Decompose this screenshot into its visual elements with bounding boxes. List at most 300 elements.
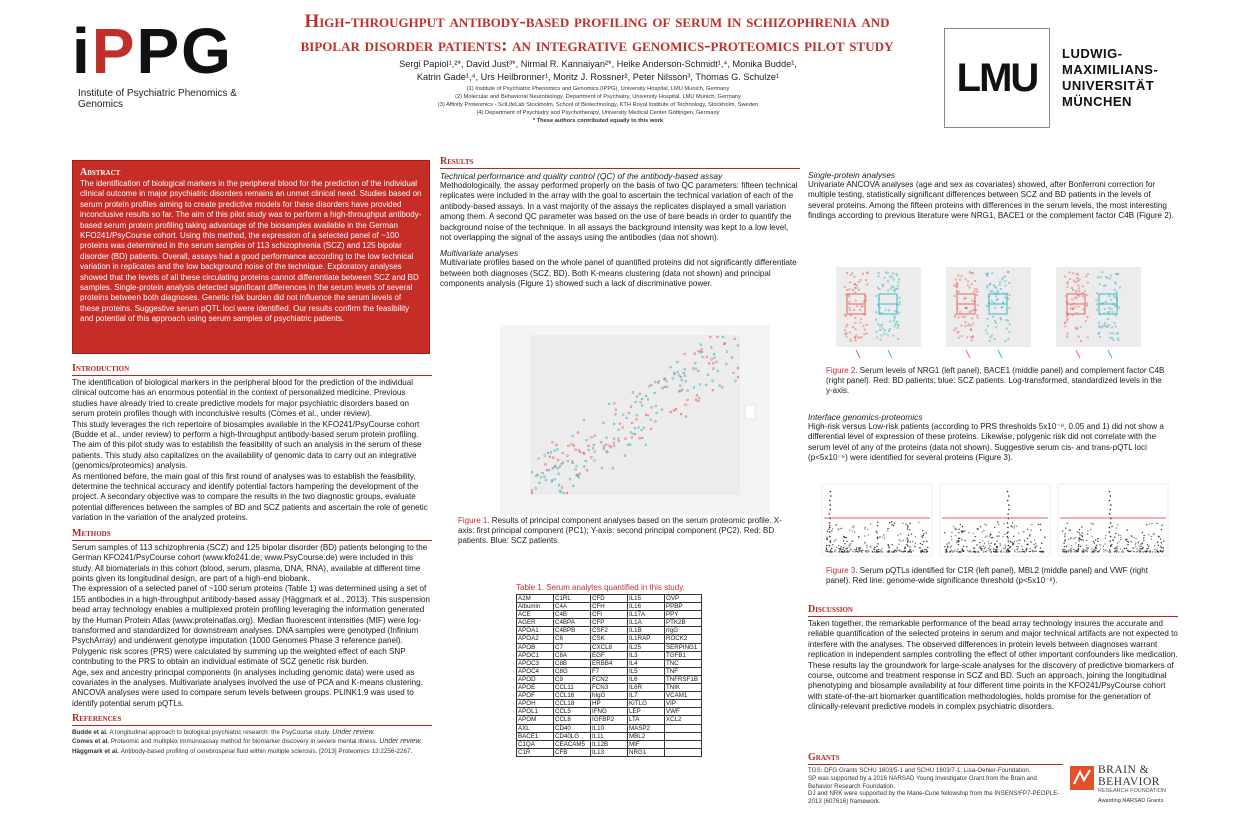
manhattan-point (963, 550, 964, 551)
table-cell: SERPING1 (665, 643, 702, 651)
manhattan-point (855, 551, 856, 552)
table-cell: C1QA (517, 740, 554, 748)
manhattan-point (973, 539, 974, 540)
table-cell: KITLG (628, 700, 665, 708)
manhattan-point (958, 529, 959, 530)
manhattan-point (974, 547, 975, 548)
manhattan-point (1034, 550, 1035, 551)
manhattan-point (1151, 523, 1152, 524)
table-cell: PPBP (665, 603, 702, 611)
table-row (517, 667, 702, 675)
table-cell: CEACAM5 (554, 740, 591, 748)
manhattan-point (909, 523, 910, 524)
manhattan-point (1016, 540, 1017, 541)
manhattan-point (868, 534, 869, 535)
table-cell: IL1RAP (628, 635, 665, 643)
manhattan-point (1115, 533, 1116, 534)
boxplot-tick (998, 350, 1002, 358)
manhattan-point (984, 523, 985, 524)
manhattan-point (1022, 549, 1023, 550)
manhattan-point (1100, 548, 1101, 549)
manhattan-point (1143, 537, 1144, 538)
manhattan-peak-point (1109, 500, 1111, 502)
table-row (517, 595, 702, 603)
table-cell: VIP (665, 700, 702, 708)
table-cell: OVP (665, 595, 702, 603)
table1 (516, 583, 706, 757)
manhattan-point (1006, 551, 1007, 552)
manhattan-point (997, 535, 998, 536)
manhattan-point (999, 535, 1000, 536)
manhattan-point (1133, 551, 1134, 552)
manhattan-point (877, 536, 878, 537)
manhattan-point (826, 549, 827, 550)
manhattan-point (958, 541, 959, 542)
manhattan-point (1091, 536, 1092, 537)
manhattan-point (847, 550, 848, 551)
manhattan-point (1083, 549, 1084, 550)
table-row (517, 748, 702, 756)
abstract-text: The identification of biological markers in the peripheral blood for the prediction of the individual clinical outcome in major psychiatric disorders remains an unmet clinical need. Studies based on serum protein profiles aiming to create predictive models for these disorders have provided inconclusive results so far. The aim of this pilot study was to perform a high-throughput antibody-based serum protein profiling taking advantage of the biosamples available in the German KFO241/PsyCourse cohort. Using this method, the expression of a selected panel of ~100 proteins was determined in the serum samples of 113 schizophrenia (SCZ) and 125 bipolar disorder (BD) patients. Overall, assays had a good performance according to the low technical variation in replicates and the low background noise of the technique. Exploratory analyses showed that the levels of all these circulating proteins cannot differentiate between SCZ and BD samples. Single-protein analysis detected significant differences in the serum levels of several proteins between both diagnoses. Genetic risk burden did not influence the serum levels of these proteins. Suggestive serum pQTL loci were identified. Our results confirm the feasibility and potential of this approach using serum samples of psychiatric patients. (80, 179, 422, 324)
manhattan-point (830, 542, 831, 543)
manhattan-point (1064, 549, 1065, 550)
table-row (517, 740, 702, 748)
discussion-p2: These results lay the groundwork for large-scale analyses for the discovery of predictive biomarkers of course, outcome and treatment response in SCZ and BD. Such an approach, joining the longitudinal phenotyping and biosample availability at four different time points in the KFO241/PsyCourse cohort with state-of-the-art biomarker quantification methodologies, holds promise for the generation of clinically-relevant predictive models in complex psychiatric disorders. (808, 660, 1174, 712)
manhattan-point (923, 533, 924, 534)
manhattan-point (956, 528, 957, 529)
brain-behavior-emblem-icon (1070, 766, 1094, 790)
manhattan-point (838, 548, 839, 549)
manhattan-point (1070, 548, 1071, 549)
table-cell: IL11 (591, 732, 628, 740)
manhattan-point (831, 530, 832, 531)
qc-text: Methodologically, the assay performed properly on the basis of two QC parameters: fifteen technical replicates were included in the array with the goal to ascertain the technical variation of each of the antibody-based assays. In a vast majority of the assays the replicates displayed a small variation among them. A second QC parameter was based on the use of bare beads in order to quantify the background noise of the technique. In all assays the background intensity was kept to a low level, not overlapping the signal of the assays using the antibodies (daa not shown). (440, 181, 798, 243)
manhattan-point (1126, 530, 1127, 531)
manhattan-point (950, 547, 951, 548)
manhattan-point (998, 524, 999, 525)
table-cell: TNFRSF1B (665, 675, 702, 683)
manhattan-point (906, 537, 907, 538)
manhattan-point (902, 540, 903, 541)
manhattan-point (1038, 524, 1039, 525)
table-cell: APOA1 (517, 627, 554, 635)
manhattan-point (1030, 548, 1031, 549)
manhattan-point (825, 550, 826, 551)
manhattan-point (1118, 541, 1119, 542)
manhattan-point (1035, 547, 1036, 548)
figure3-caption: Figure 3. Serum pQTLs identified for C1R (left panel), MBL2 (middle panel) and VWF (right panel). Red line: genome-wide significance threshold (p<5x10⁻⁸). (826, 566, 1148, 586)
manhattan-point (1003, 523, 1004, 524)
table-cell: FCN3 (591, 684, 628, 692)
pca-legend (745, 405, 755, 419)
table-row (517, 619, 702, 627)
manhattan-point (907, 545, 908, 546)
table-cell: VWF (665, 708, 702, 716)
manhattan-point (836, 547, 837, 548)
manhattan-point (899, 550, 900, 551)
manhattan-point (1161, 547, 1162, 548)
manhattan-point (1125, 539, 1126, 540)
manhattan-point (844, 551, 845, 552)
manhattan-point (1140, 543, 1141, 544)
pca-panel (530, 335, 740, 495)
manhattan-point (1021, 551, 1022, 552)
manhattan-peak-point (1007, 513, 1009, 515)
abstract-heading: Abstract (80, 167, 121, 178)
table-cell: IL5 (628, 667, 665, 675)
interface-section (808, 410, 1178, 464)
manhattan-point (858, 547, 859, 548)
manhattan-point (1041, 543, 1042, 544)
manhattan-point (1156, 523, 1157, 524)
manhattan-point (846, 541, 847, 542)
manhattan-point (849, 545, 850, 546)
manhattan-point (979, 542, 980, 543)
manhattan-point (881, 551, 882, 552)
manhattan-point (891, 544, 892, 545)
manhattan-point (827, 551, 828, 552)
manhattan-point (1023, 551, 1024, 552)
manhattan-point (1090, 523, 1091, 524)
manhattan-point (841, 551, 842, 552)
manhattan-point (1160, 538, 1161, 539)
manhattan-point (1010, 541, 1011, 542)
manhattan-peak-point (1109, 513, 1111, 515)
manhattan-point (1127, 544, 1128, 545)
manhattan-point (967, 550, 968, 551)
table-cell (665, 724, 702, 732)
manhattan-point (1014, 550, 1015, 551)
table-cell: IL13 (591, 748, 628, 756)
table-cell: BACE1 (517, 732, 554, 740)
manhattan-point (847, 548, 848, 549)
table-cell: APOL1 (517, 708, 554, 716)
manhattan-point (1114, 548, 1115, 549)
manhattan-point (1161, 542, 1162, 543)
manhattan-peak-point (1109, 527, 1111, 529)
manhattan-point (852, 526, 853, 527)
table-cell: CSF2 (591, 627, 628, 635)
manhattan-peak-point (1108, 531, 1110, 533)
manhattan-point (949, 551, 950, 552)
manhattan-point (1098, 551, 1099, 552)
manhattan-point (876, 546, 877, 547)
qc-subheading: Technical performance and quality control (QC) of the antibody-based assay (440, 171, 723, 181)
manhattan-point (946, 550, 947, 551)
manhattan-point (961, 530, 962, 531)
grants-text: TGS: DFG Grants SCHU 1603/5-1 and SCHU 1603/7-1; Lisa-Oehler-Foundation. SP was supported by a 2016 NARSAD Young Investigator Grant from the Brain and Behavior Research Foundation. DJ and NRK were supported by the Marie-Curie fellowship from the INSENS/FP7-PEOPLE-2013 (607616) framework. (808, 767, 1060, 806)
manhattan-point (983, 545, 984, 546)
manhattan-point (1134, 551, 1135, 552)
manhattan-point (1118, 534, 1119, 535)
manhattan-point (1034, 547, 1035, 548)
single-protein-text: Univariate ANCOVA analyses (age and sex as covariates) showed, after Bonferroni correction for multiple testing, statistically significant differences between SCZ and BD patients in the levels of several proteins. Among the fifteen proteins with differences in the serum levels, the most interesting findings according to previous literature were NRG1, BACE1 or the complement factor C4B (Figure 2). (808, 180, 1174, 221)
manhattan-point (922, 544, 923, 545)
manhattan-point (826, 537, 827, 538)
table-row (517, 603, 702, 611)
manhattan-point (1004, 534, 1005, 535)
manhattan-point (1036, 550, 1037, 551)
manhattan-point (1000, 544, 1001, 545)
manhattan-peak-point (829, 527, 831, 529)
manhattan-point (1044, 537, 1045, 538)
manhattan-peak-point (1008, 509, 1010, 511)
manhattan-point (924, 549, 925, 550)
manhattan-point (977, 551, 978, 552)
manhattan-point (1078, 544, 1079, 545)
manhattan-point (860, 550, 861, 551)
manhattan-point (1012, 522, 1013, 523)
table-cell: IL1B (628, 627, 665, 635)
table-cell: C8B (554, 659, 591, 667)
manhattan-point (1068, 551, 1069, 552)
reference-item: Häggmark et al. Antibody-based profiling of cerebrospinal fluid within multiple sclerosis. [2013] Proteomics 13:2256-2267. (72, 747, 413, 755)
manhattan-point (1143, 540, 1144, 541)
manhattan-point (958, 532, 959, 533)
table-cell: AXL (517, 724, 554, 732)
manhattan-point (1066, 546, 1067, 547)
manhattan-point (1018, 546, 1019, 547)
table-cell: TNC (665, 659, 702, 667)
manhattan-point (1157, 551, 1158, 552)
manhattan-point (1005, 546, 1006, 547)
manhattan-point (1152, 551, 1153, 552)
manhattan-point (839, 550, 840, 551)
manhattan-point (911, 551, 912, 552)
table-cell: CD40 (554, 724, 591, 732)
manhattan-point (1112, 539, 1113, 540)
manhattan-point (1063, 543, 1064, 544)
table-row (517, 692, 702, 700)
manhattan-point (957, 551, 958, 552)
manhattan-point (907, 525, 908, 526)
manhattan-point (1094, 542, 1095, 543)
manhattan-point (1118, 551, 1119, 552)
table-cell: CFB (554, 748, 591, 756)
manhattan-point (1137, 551, 1138, 552)
manhattan-point (900, 534, 901, 535)
manhattan-point (854, 549, 855, 550)
manhattan-point (1115, 550, 1116, 551)
manhattan-point (894, 522, 895, 523)
manhattan-point (1108, 551, 1109, 552)
table-cell: CCL5 (554, 708, 591, 716)
manhattan-point (870, 523, 871, 524)
manhattan-point (909, 546, 910, 547)
manhattan-point (1161, 529, 1162, 530)
discussion-heading: Discussion (808, 604, 1178, 617)
table-cell: ERBB4 (591, 659, 628, 667)
manhattan-point (896, 548, 897, 549)
table-cell: ROCK2 (665, 635, 702, 643)
manhattan-peak-point (1109, 509, 1111, 511)
table-cell: TGFB1 (665, 651, 702, 659)
manhattan-point (1013, 536, 1014, 537)
table-cell: CCL18 (554, 700, 591, 708)
boxplot-tick (1076, 350, 1080, 358)
manhattan-point (1157, 542, 1158, 543)
manhattan-point (1148, 548, 1149, 549)
manhattan-point (1029, 534, 1030, 535)
manhattan-point (1014, 551, 1015, 552)
manhattan-point (921, 535, 922, 536)
manhattan-point (1122, 549, 1123, 550)
manhattan-point (1001, 550, 1002, 551)
manhattan-point (1133, 548, 1134, 549)
manhattan-point (856, 551, 857, 552)
manhattan-point (881, 548, 882, 549)
manhattan-point (915, 536, 916, 537)
manhattan-point (990, 551, 991, 552)
manhattan-point (1070, 537, 1071, 538)
manhattan-point (1079, 537, 1080, 538)
table-cell: XCL2 (665, 716, 702, 724)
manhattan-point (996, 546, 997, 547)
manhattan-point (1091, 548, 1092, 549)
manhattan-point (910, 541, 911, 542)
manhattan-point (1081, 526, 1082, 527)
manhattan-point (854, 531, 855, 532)
manhattan-point (1140, 546, 1141, 547)
table-row (517, 716, 702, 724)
manhattan-point (1146, 524, 1147, 525)
table-row (517, 635, 702, 643)
manhattan-point (1078, 540, 1079, 541)
manhattan-point (983, 551, 984, 552)
manhattan-point (1163, 547, 1164, 548)
manhattan-peak-point (1007, 500, 1009, 502)
manhattan-point (1105, 535, 1106, 536)
table-cell: F7 (591, 667, 628, 675)
manhattan-point (1087, 530, 1088, 531)
manhattan-point (864, 527, 865, 528)
table-cell: C1R (517, 748, 554, 756)
manhattan-point (982, 540, 983, 541)
manhattan-point (862, 550, 863, 551)
manhattan-point (904, 548, 905, 549)
table-cell: APOB (517, 643, 554, 651)
manhattan-point (1124, 548, 1125, 549)
introduction-p3: As mentioned before, the main goal of this first round of analyses was to establish the feasibility, determine the technical accuracy and identify potential factors hampering the development of the project. A secondary objective was to compare the results in the two diagnostic groups, evaluate potential differences between the samples of BD and SCZ patients and ascertain the role of genetic variation in the variation of the analyzed proteins. (72, 471, 428, 523)
manhattan-point (876, 551, 877, 552)
table-cell: A2M (517, 595, 554, 603)
manhattan-point (969, 550, 970, 551)
manhattan-point (867, 550, 868, 551)
manhattan-point (1031, 529, 1032, 530)
manhattan-point (981, 545, 982, 546)
manhattan-point (1081, 539, 1082, 540)
lmu-logo: LMU (944, 28, 1050, 128)
manhattan-point (1079, 534, 1080, 535)
manhattan-point (971, 541, 972, 542)
manhattan-point (1064, 540, 1065, 541)
manhattan-peak-point (1110, 504, 1112, 506)
table-cell: C9 (554, 675, 591, 683)
manhattan-point (1064, 546, 1065, 547)
manhattan-point (1031, 524, 1032, 525)
manhattan-point (923, 541, 924, 542)
manhattan-peak-point (1109, 491, 1111, 493)
manhattan-point (882, 536, 883, 537)
manhattan-point (860, 547, 861, 548)
manhattan-point (864, 528, 865, 529)
manhattan-point (877, 543, 878, 544)
boxplot-tick (1108, 350, 1112, 358)
middle-column (440, 156, 800, 290)
manhattan-point (901, 551, 902, 552)
table-cell: IL16 (628, 603, 665, 611)
manhattan-point (983, 530, 984, 531)
manhattan-point (1064, 533, 1065, 534)
manhattan-point (1002, 536, 1003, 537)
manhattan-point (852, 530, 853, 531)
manhattan-point (1126, 548, 1127, 549)
manhattan-point (1078, 546, 1079, 547)
methods-p3: Age, sex and ancestry principal components (in analyses including genomic data) were used as covariates in the analyses. Multivariate analyses involved the use of PCA and K-means clustering. ANCOVA analyses were used to compare serum levels between groups. PLINK1.9 was used to identify potential serum pQTLs. (72, 667, 423, 708)
poster-title: High-throughput antibody-based profiling of serum in schizophrenia and bipolar disorder patients: an integrative genomics-proteomics pilot study (300, 11, 894, 56)
table-cell: IL12B (591, 740, 628, 748)
manhattan-point (1163, 541, 1164, 542)
table-row (517, 651, 702, 659)
manhattan-peak-point (1110, 545, 1112, 547)
table-cell (665, 732, 702, 740)
manhattan-point (946, 549, 947, 550)
manhattan-point (997, 551, 998, 552)
manhattan-point (970, 551, 971, 552)
manhattan-point (975, 551, 976, 552)
manhattan-point (986, 535, 987, 536)
manhattan-point (1140, 548, 1141, 549)
manhattan-point (988, 543, 989, 544)
results-heading: Results (440, 156, 800, 169)
introduction-heading: Introduction (72, 363, 432, 376)
manhattan-point (993, 548, 994, 549)
manhattan-point (849, 546, 850, 547)
manhattan-point (1095, 546, 1096, 547)
manhattan-point (1018, 543, 1019, 544)
manhattan-point (945, 551, 946, 552)
manhattan-point (951, 550, 952, 551)
manhattan-point (872, 551, 873, 552)
manhattan-point (1014, 541, 1015, 542)
manhattan-point (1142, 551, 1143, 552)
table-cell: IL10 (591, 724, 628, 732)
manhattan-point (960, 524, 961, 525)
manhattan-point (877, 538, 878, 539)
manhattan-point (888, 545, 889, 546)
manhattan-point (1095, 550, 1096, 551)
manhattan-point (1105, 550, 1106, 551)
manhattan-point (907, 551, 908, 552)
manhattan-point (926, 549, 927, 550)
manhattan-peak-point (829, 509, 831, 511)
manhattan-point (1011, 526, 1012, 527)
manhattan-point (1116, 546, 1117, 547)
manhattan-point (844, 550, 845, 551)
multivariate-text: Multivariate profiles based on the whole panel of quantified proteins did not significantly differentiate between both diagnoses (SCZ, BD). Both K-means clustering (data not shown) and principal components analysis (Figure 1) showed such a lack of discriminative power. (440, 258, 797, 289)
manhattan-point (961, 539, 962, 540)
manhattan-point (830, 551, 831, 552)
manhattan-point (1068, 539, 1069, 540)
manhattan-point (1127, 550, 1128, 551)
manhattan-peak-point (828, 513, 830, 515)
manhattan-point (984, 548, 985, 549)
grants-heading: Grants (808, 752, 1063, 765)
manhattan-point (1012, 544, 1013, 545)
manhattan-point (912, 541, 913, 542)
manhattan-point (1075, 550, 1076, 551)
manhattan-point (989, 535, 990, 536)
